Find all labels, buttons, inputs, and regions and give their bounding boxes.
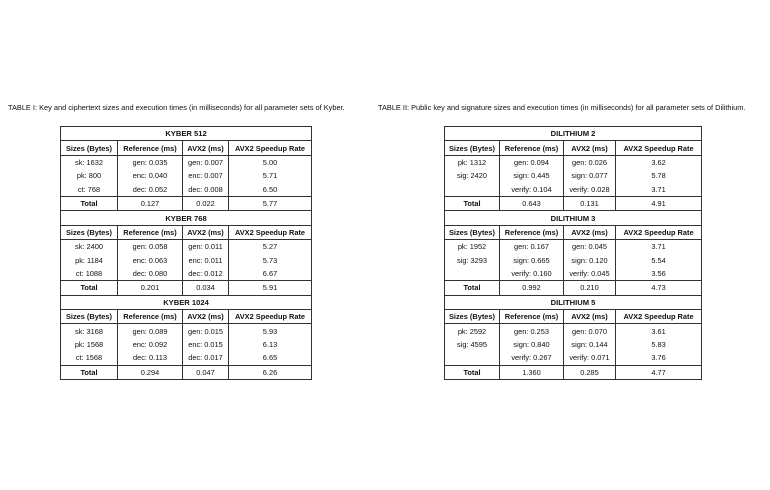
cell: gen: 0.026 [564,155,616,169]
table-row [61,324,312,338]
cell: verify: 0.267 [500,351,564,365]
table-row [445,267,702,281]
cell: 3.76 [616,351,702,365]
section-title: DILITHIUM 2 [445,127,702,141]
table-row [61,254,312,267]
cell: 3.62 [616,155,702,169]
cell: 6.50 [229,183,312,197]
cell: gen: 0.253 [500,324,564,338]
cell: gen: 0.035 [118,155,183,169]
header-speedup: AVX2 Speedup Rate [229,310,312,324]
cell [445,351,500,365]
header-reference: Reference (ms) [118,310,183,324]
section-title: KYBER 1024 [61,295,312,309]
cell: enc: 0.015 [183,338,229,351]
total-label: Total [445,196,500,210]
cell: 5.54 [616,254,702,267]
header-avx2: AVX2 (ms) [183,141,229,155]
cell: enc: 0.063 [118,254,183,267]
header-speedup: AVX2 Speedup Rate [229,225,312,239]
table-row [445,240,702,254]
cell: dec: 0.017 [183,351,229,365]
cell [445,267,500,281]
header-sizes: Sizes (Bytes) [61,225,118,239]
cell: dec: 0.052 [118,183,183,197]
table-2-caption: TABLE II: Public key and signature sizes and execution times (in milliseconds) for all parameter sets of Dilithium. [378,103,746,112]
cell: sign: 0.120 [564,254,616,267]
cell: 5.91 [229,281,312,295]
table-row [445,351,702,365]
cell: 6.13 [229,338,312,351]
table-row [61,155,312,169]
cell: ct: 1088 [61,267,118,281]
section-title: KYBER 512 [61,127,312,141]
cell: pk: 1312 [445,155,500,169]
cell: pk: 800 [61,169,118,182]
header-reference: Reference (ms) [500,310,564,324]
cell: pk: 1952 [445,240,500,254]
cell: 0.201 [118,281,183,295]
total-label: Total [445,365,500,379]
total-label: Total [61,365,118,379]
cell: sk: 3168 [61,324,118,338]
table-row [61,169,312,182]
cell: 3.71 [616,183,702,197]
cell: 0.127 [118,196,183,210]
cell: 5.83 [616,338,702,351]
cell: 6.26 [229,365,312,379]
header-speedup: AVX2 Speedup Rate [229,141,312,155]
cell: sign: 0.840 [500,338,564,351]
cell: gen: 0.015 [183,324,229,338]
cell: 3.61 [616,324,702,338]
cell: 5.27 [229,240,312,254]
cell: 5.71 [229,169,312,182]
cell: 0.285 [564,365,616,379]
table-row [445,338,702,351]
cell: sig: 4595 [445,338,500,351]
total-row [445,196,702,210]
section-title: KYBER 768 [61,211,312,225]
cell: verify: 0.160 [500,267,564,281]
cell: sign: 0.077 [564,169,616,182]
header-speedup: AVX2 Speedup Rate [616,225,702,239]
header-speedup: AVX2 Speedup Rate [616,310,702,324]
cell: 3.56 [616,267,702,281]
cell [445,183,500,197]
cell: pk: 2592 [445,324,500,338]
table-row [445,324,702,338]
cell: enc: 0.092 [118,338,183,351]
total-row [445,365,702,379]
cell: 6.67 [229,267,312,281]
cell: gen: 0.167 [500,240,564,254]
cell: gen: 0.011 [183,240,229,254]
header-sizes: Sizes (Bytes) [445,310,500,324]
cell: pk: 1568 [61,338,118,351]
cell: dec: 0.012 [183,267,229,281]
header-reference: Reference (ms) [118,225,183,239]
cell: sk: 2400 [61,240,118,254]
cell: 0.992 [500,281,564,295]
header-avx2: AVX2 (ms) [564,225,616,239]
cell: 3.71 [616,240,702,254]
cell: dec: 0.080 [118,267,183,281]
header-avx2: AVX2 (ms) [564,141,616,155]
cell: gen: 0.045 [564,240,616,254]
cell: ct: 768 [61,183,118,197]
table-row [61,338,312,351]
cell: 5.77 [229,196,312,210]
cell: verify: 0.045 [564,267,616,281]
cell: gen: 0.094 [500,155,564,169]
total-row [61,196,312,210]
cell: 5.78 [616,169,702,182]
total-row [445,281,702,295]
cell: gen: 0.070 [564,324,616,338]
table-row [445,254,702,267]
header-reference: Reference (ms) [118,141,183,155]
cell: 0.047 [183,365,229,379]
cell: sign: 0.665 [500,254,564,267]
table-row [445,155,702,169]
cell: 0.210 [564,281,616,295]
cell: sig: 2420 [445,169,500,182]
cell: 5.00 [229,155,312,169]
table-row [61,351,312,365]
cell: 0.643 [500,196,564,210]
header-avx2: AVX2 (ms) [564,310,616,324]
header-avx2: AVX2 (ms) [183,225,229,239]
header-avx2: AVX2 (ms) [183,310,229,324]
section-title: DILITHIUM 5 [445,295,702,309]
header-reference: Reference (ms) [500,225,564,239]
header-sizes: Sizes (Bytes) [61,141,118,155]
cell: verify: 0.071 [564,351,616,365]
cell: 5.73 [229,254,312,267]
section-title: DILITHIUM 3 [445,211,702,225]
cell: 0.294 [118,365,183,379]
cell: pk: 1184 [61,254,118,267]
table-row [61,183,312,197]
cell: sign: 0.445 [500,169,564,182]
total-row [61,281,312,295]
cell: gen: 0.007 [183,155,229,169]
total-label: Total [445,281,500,295]
cell: ct: 1568 [61,351,118,365]
dilithium-table [444,126,702,380]
cell: enc: 0.011 [183,254,229,267]
header-reference: Reference (ms) [500,141,564,155]
total-label: Total [61,196,118,210]
header-sizes: Sizes (Bytes) [61,310,118,324]
cell: verify: 0.028 [564,183,616,197]
cell: verify: 0.104 [500,183,564,197]
header-sizes: Sizes (Bytes) [445,141,500,155]
table-row [61,240,312,254]
table-row [61,267,312,281]
header-sizes: Sizes (Bytes) [445,225,500,239]
kyber-table [60,126,312,380]
cell: 0.131 [564,196,616,210]
cell: sig: 3293 [445,254,500,267]
total-row [61,365,312,379]
cell: gen: 0.058 [118,240,183,254]
table-row [445,169,702,182]
header-speedup: AVX2 Speedup Rate [616,141,702,155]
cell: 5.93 [229,324,312,338]
cell: 6.65 [229,351,312,365]
cell: dec: 0.113 [118,351,183,365]
cell: dec: 0.008 [183,183,229,197]
cell: 1.360 [500,365,564,379]
table-row [445,183,702,197]
cell: enc: 0.040 [118,169,183,182]
cell: 4.91 [616,196,702,210]
cell: 0.022 [183,196,229,210]
cell: 0.034 [183,281,229,295]
cell: gen: 0.089 [118,324,183,338]
cell: enc: 0.007 [183,169,229,182]
table-1-caption: TABLE I: Key and ciphertext sizes and execution times (in milliseconds) for all parameter sets of Kyber. [8,103,345,112]
cell: 4.73 [616,281,702,295]
cell: sign: 0.144 [564,338,616,351]
cell: sk: 1632 [61,155,118,169]
total-label: Total [61,281,118,295]
cell: 4.77 [616,365,702,379]
